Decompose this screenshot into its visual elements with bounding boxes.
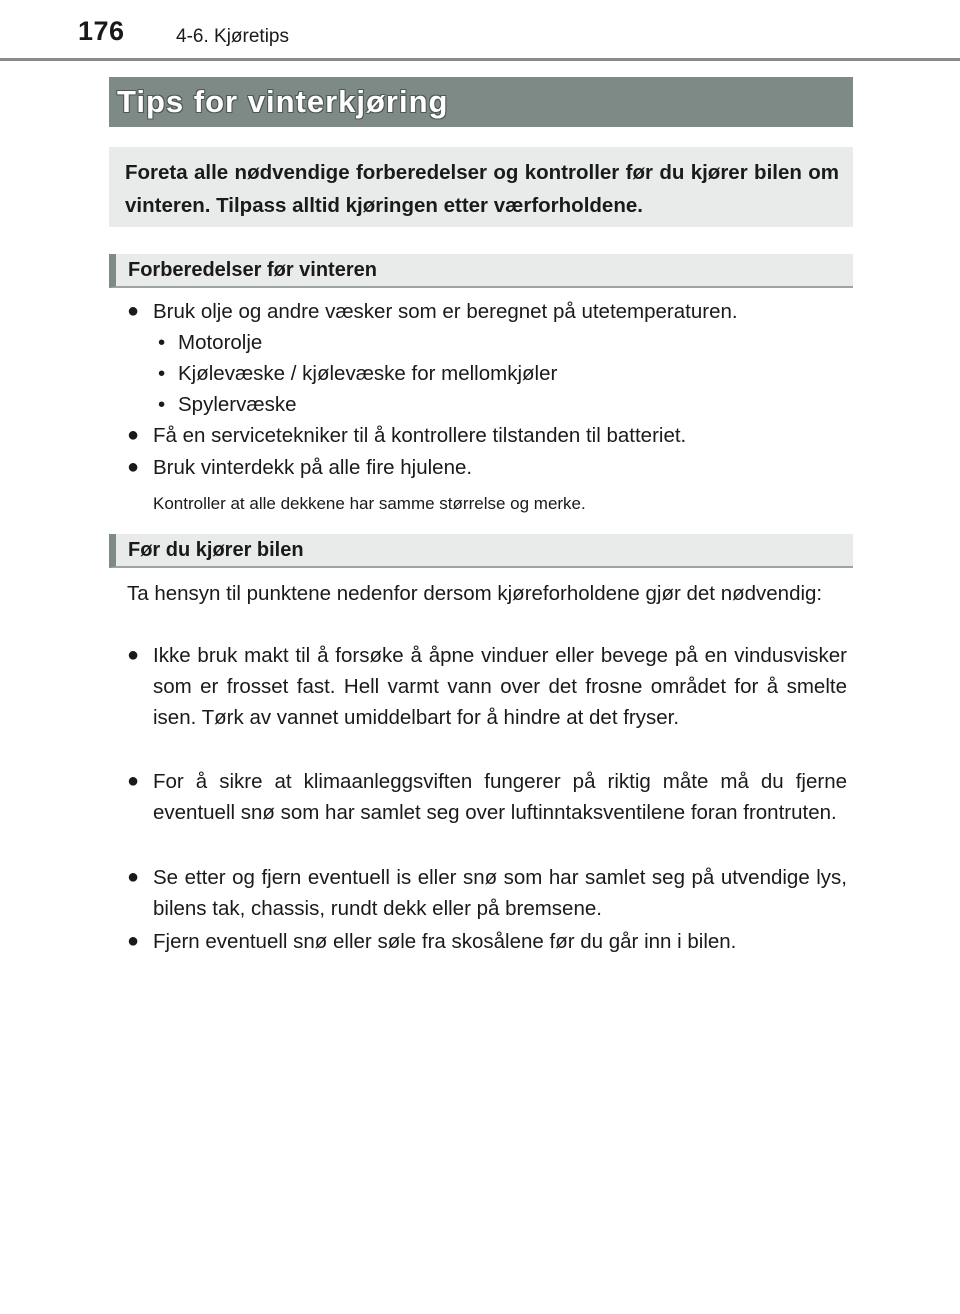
list-item [127,926,847,957]
section-label: 4-6. Kjøretips [176,26,289,47]
sub-list-item-text: Spylervæske [178,393,297,416]
list-item [127,862,847,924]
sub-bullet-icon: • [158,393,166,416]
sub-list-item-text: Motorolje [178,331,263,354]
bullet-icon: ● [127,424,140,446]
intro-box: Foreta alle nødvendige forberedelser og kontroller før du kjører bilen om vinteren. Tilpass alltid kjøringen etter værforholdene. [109,147,853,227]
list-item-text: Se etter og fjern eventuell is eller snø som har samlet seg på utvendige lys, bilens tak, chassis, rundt dekk eller på bremsene. [153,866,847,920]
subheading-before-driving: Før du kjører bilen [109,534,853,568]
list-item-text: For å sikre at klimaanleggsviften fungerer på riktig måte må du fjerne eventuell snø som har samlet seg over luftinntaksventilene foran frontruten. [153,770,847,824]
sub-list-item [158,389,297,420]
list-item-text: Ikke bruk makt til å forsøke å åpne vinduer eller bevege på en vindusvisker som er frosset fast. Hell varmt vann over det frosne området for å smelte isen. Tørk av vannet umiddelbart for å hindre at det fryser. [153,644,847,729]
list-item-text: Bruk vinterdekk på alle fire hjulene. [153,456,473,479]
list-item [127,420,847,451]
bullet-icon: ● [127,866,140,888]
bullet-icon: ● [127,930,140,952]
sub-bullet-icon: • [158,362,166,385]
bullet-icon: ● [127,300,140,322]
header-divider [0,58,960,61]
bullet-icon: ● [127,770,140,792]
page-number: 176 [78,16,125,46]
title-bar [109,77,853,127]
subheading-winter-prep: Forberedelser før vinteren [109,254,853,288]
sub-bullet-icon: • [158,331,166,354]
list-item-text: Få en servicetekniker til å kontrollere tilstanden til batteriet. [153,424,687,447]
list-item [127,452,847,483]
bullet-icon: ● [127,456,140,478]
sub-list-item [158,327,262,358]
section-intro: Ta hensyn til punktene nedenfor dersom kjøreforholdene gjør det nødvendig: [127,582,823,605]
tire-note: Kontroller at alle dekkene har samme størrelse og merke. [153,494,586,513]
list-item [127,766,847,828]
sub-list-item [158,358,557,389]
sub-list-item-text: Kjølevæske / kjølevæske for mellomkjøler [178,362,558,385]
bullet-icon: ● [127,644,140,666]
list-item [127,296,847,327]
list-item-text: Fjern eventuell snø eller søle fra skosålene før du går inn i bilen. [153,930,737,953]
page-title: Tips for vinterkjøring [117,84,449,119]
list-item [127,640,847,733]
list-item-text: Bruk olje og andre væsker som er beregnet på utetemperaturen. [153,300,738,323]
